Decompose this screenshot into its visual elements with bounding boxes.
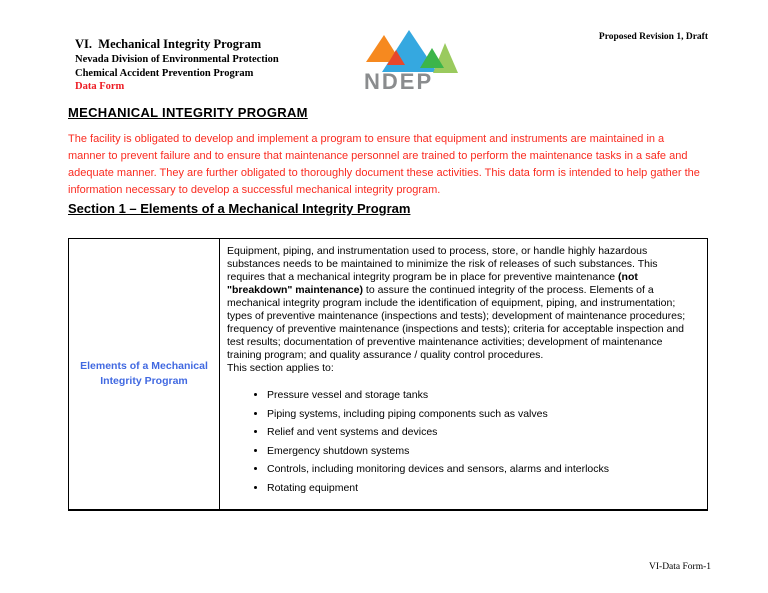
revision-note: Proposed Revision 1, Draft — [598, 32, 708, 42]
description-part2: to assure the continued integrity of the process. Elements of a mechanical integrity program include the identification of equipment, piping, and instrumentation; types of preventive maintenance (inspections and tests); development of maintenance procedures; frequency of preventive maintenance (inspections and tests); criteria for acceptable inspection and test results; documentation of preventive maintenance activities; development of maintenance training program; and quality assurance / quality control procedures. — [227, 284, 686, 361]
list-item: • Rotating equipment — [267, 482, 695, 495]
table-row-label-cell — [69, 239, 220, 509]
row-label: Elements of a Mechanical Integrity Program — [80, 360, 208, 387]
applies-label: This section applies to: — [227, 362, 334, 374]
description-part1: Equipment, piping, and instrumentation used to process, store, or handle highly hazardous substances needs to be maintained to minimize the risk of releases of such substances. This requires that a mechanical integrity program be in place for preventive maintenance — [227, 245, 658, 283]
elements-table — [68, 238, 708, 511]
mountains-icon — [364, 28, 458, 74]
intro-paragraph: The facility is obligated to develop and implement a program to ensure that equipment and instruments are maintained in a manner to prevent failure and to ensure that maintenance personnel are trained to perform the maintenance tasks in a safe and adequate manner. They are further obligated to thoroughly document these activities. This data form is intended to help gather the information necessary to develop a successful mechanical integrity program. — [68, 133, 700, 196]
section-1-heading: Section 1 – Elements of a Mechanical Integrity Program — [68, 201, 411, 216]
description-paragraph — [227, 245, 695, 362]
list-item: • Pressure vessel and storage tanks — [267, 389, 695, 402]
header-block — [75, 37, 279, 94]
header-program-title: VI. Mechanical Integrity Program — [75, 37, 262, 51]
list-item: • Emergency shutdown systems — [267, 445, 695, 458]
list-item: • Relief and vent systems and devices — [267, 426, 695, 439]
list-item: • Controls, including monitoring devices and sensors, alarms and interlocks — [267, 463, 695, 476]
page-footer: VI-Data Form-1 — [649, 562, 711, 572]
page-title: MECHANICAL INTEGRITY PROGRAM — [68, 105, 308, 120]
description-bold: (not "breakdown" maintenance) — [227, 271, 638, 296]
ndep-logo-text: NDEP — [364, 69, 434, 94]
list-item: • Piping systems, including piping components such as valves — [267, 408, 695, 421]
header-program: Chemical Accident Prevention Program — [75, 67, 254, 79]
header-agency: Nevada Division of Environmental Protection — [75, 54, 279, 65]
header-form-type: Data Form — [75, 81, 125, 92]
table-description-cell — [220, 239, 707, 509]
ndep-logo — [364, 28, 458, 93]
applies-list — [227, 389, 695, 495]
